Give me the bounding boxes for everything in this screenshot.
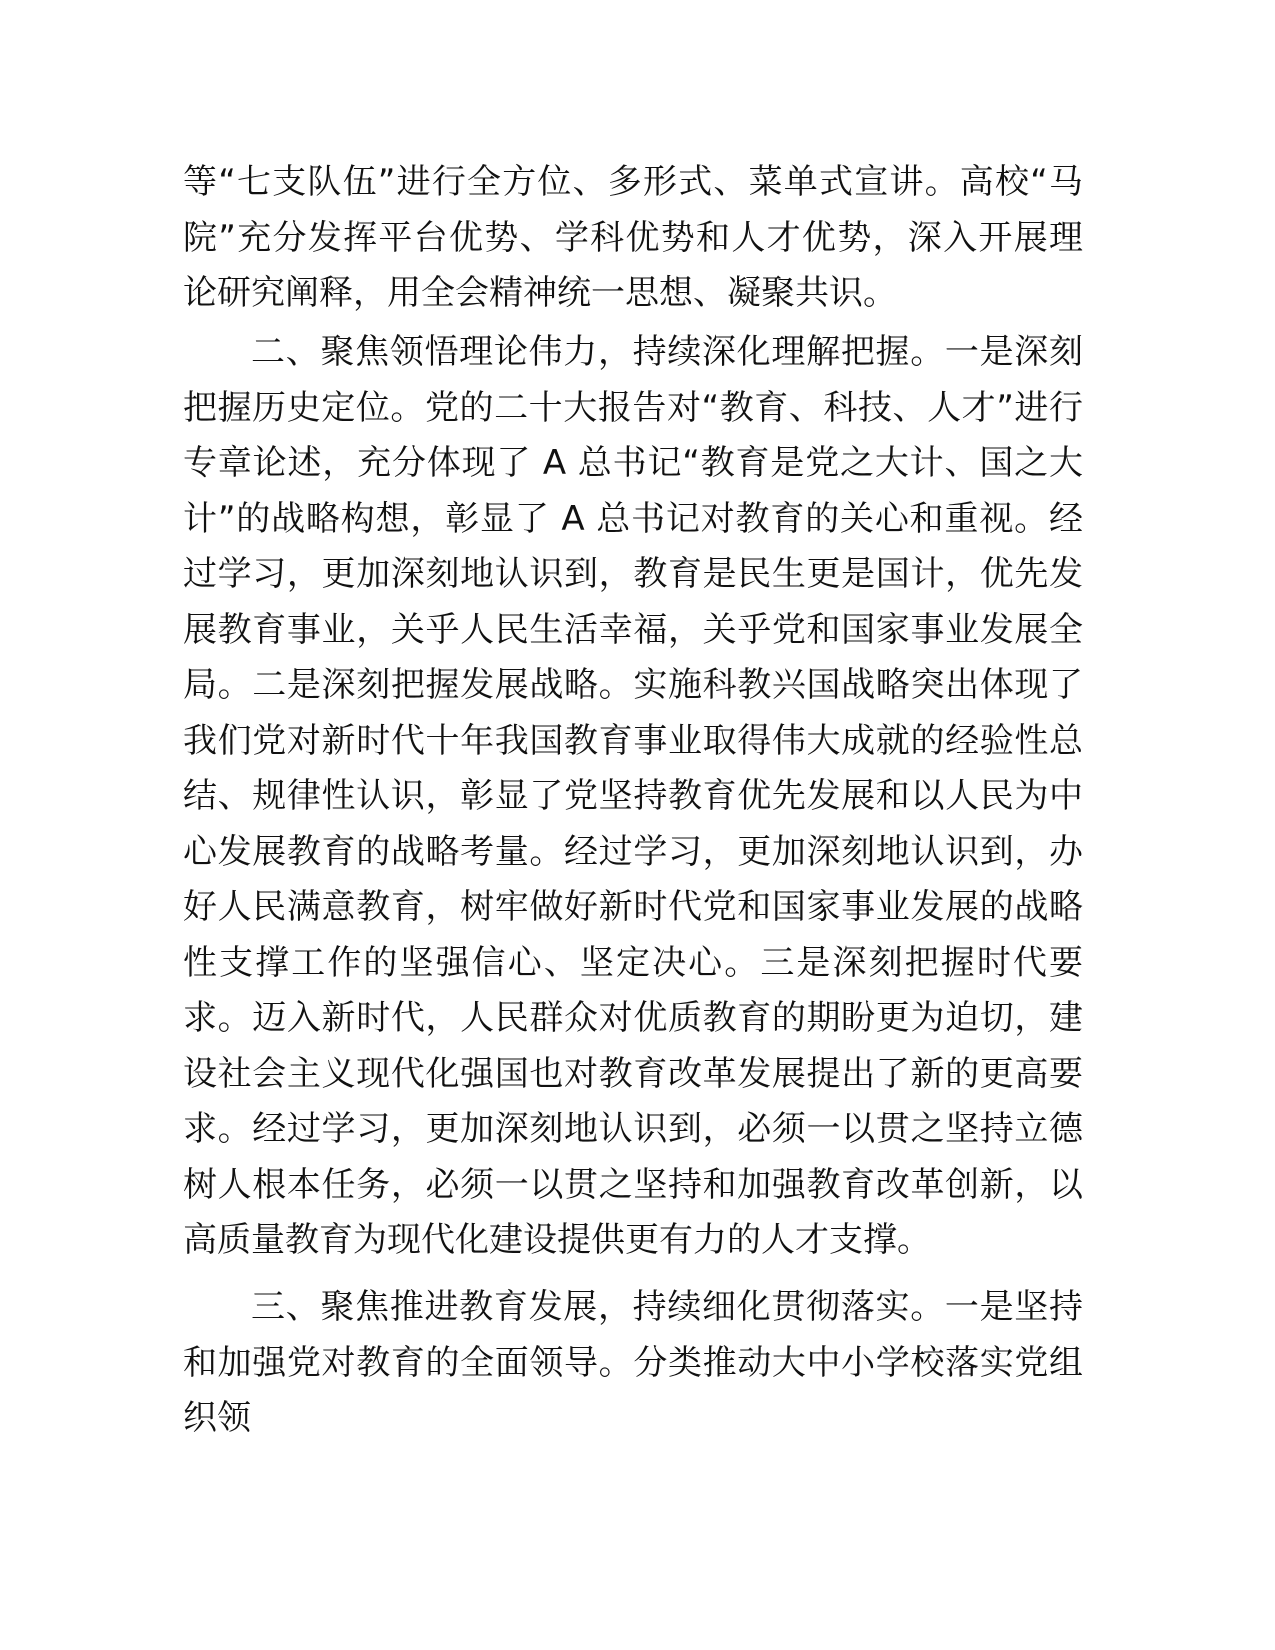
paragraph-section-three [183, 1280, 1083, 1447]
paragraph-section-two [183, 325, 1083, 1269]
paragraph-text: 等“七支队伍”进行全方位、多形式、菜单式宣讲。高校“马院”充分发挥平台优势、学科优势和人才优势，深入开展理论研究阐释，用全会精神统一思想、凝聚共识。 [183, 162, 1083, 313]
paragraph-text: 三、聚焦推进教育发展，持续细化贯彻落实。一是坚持和加强党对教育的全面领导。分类推动大中小学校落实党组织领 [183, 1287, 1083, 1438]
paragraph-text: 二、聚焦领悟理论伟力，持续深化理解把握。一是深刻把握历史定位。党的二十大报告对“教育、科技、人才”进行专章论述，充分体现了 A 总书记“教育是党之大计、国之大计”的战略构想，彰显了 A 总书记对教育的关心和重视。经过学习，更加深刻地认识到，教育是民生更是国计，优先发展教育事业，关乎人民生活幸福，关乎党和国家事业发展全局。二是深刻把握发展战略。实施科教兴国战略突出体现了我们党对新时代十年我国教育事业取得伟大成就的经验性总结、规律性认识，彰显了党坚持教育优先发展和以人民为中心发展教育的战略考量。经过学习，更加深刻地认识到，办好人民满意教育，树牢做好新时代党和国家事业发展的战略性支撑工作的坚强信心、坚定决心。三是深刻把握时代要求。迈入新时代，人民群众对优质教育的期盼更为迫切，建设社会主义现代化强国也对教育改革发展提出了新的更高要求。经过学习，更加深刻地认识到，必须一以贯之坚持立德树人根本任务，必须一以贯之坚持和加强教育改革创新，以高质量教育为现代化建设提供更有力的人才支撑。 [183, 332, 1083, 1260]
paragraph-continuation [183, 155, 1083, 322]
